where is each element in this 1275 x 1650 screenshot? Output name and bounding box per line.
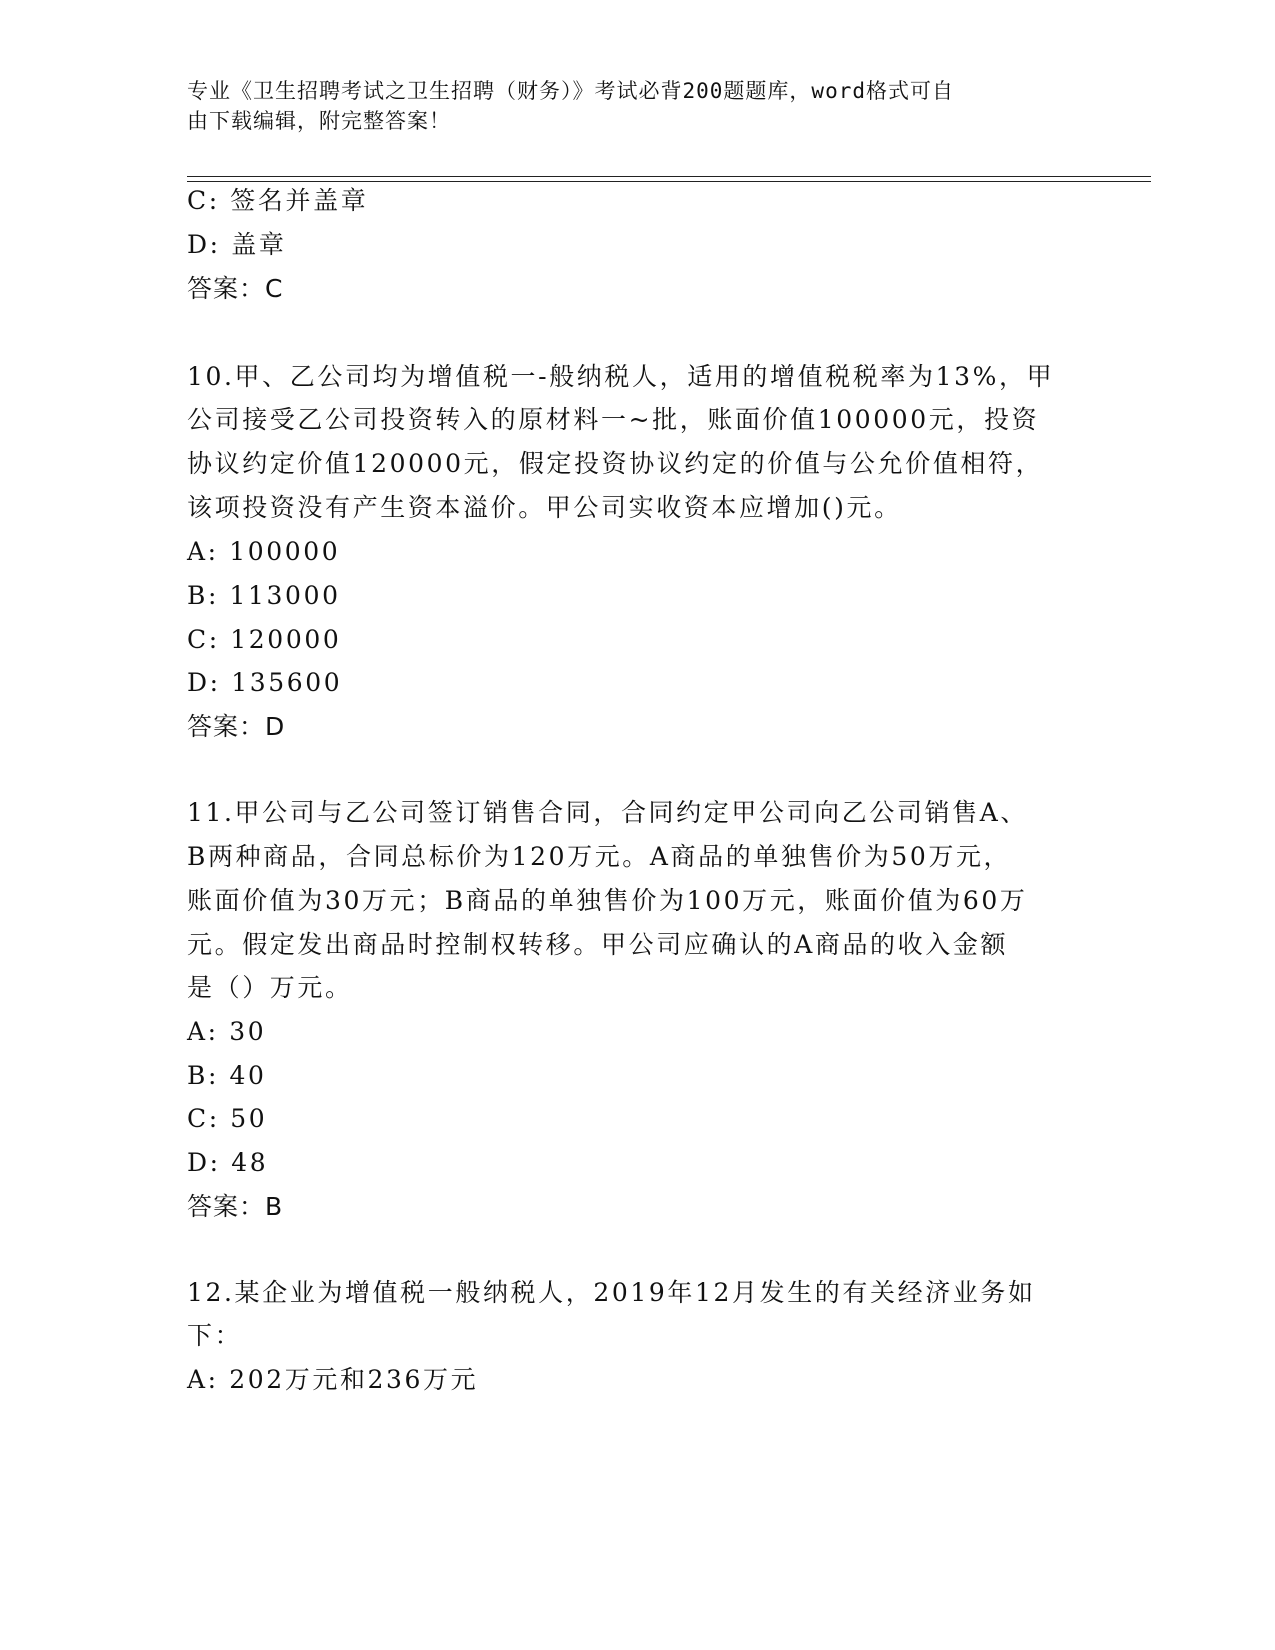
q10-stem-line-2: 公司接受乙公司投资转入的原材料一~批，账面价值100000元，投资 — [187, 405, 1040, 434]
q12-stem-line-1: 12.某企业为增值税一般纳税人，2019年12月发生的有关经济业务如 — [187, 1278, 1036, 1307]
q11-option-a: A: 30 — [187, 1017, 267, 1046]
q10-stem-line-1: 10.甲、乙公司均为增值税一-般纳税人，适用的增值税税率为13%，甲 — [187, 362, 1055, 391]
q11-stem-line-1: 11.甲公司与乙公司签订销售合同，合同约定甲公司向乙公司销售A、 — [187, 798, 1029, 827]
q11-stem-line-4: 元。假定发出商品时控制权转移。甲公司应确认的A商品的收入金额 — [187, 930, 1009, 959]
q9-option-d: D: 盖章 — [187, 230, 287, 259]
header-divider-bottom — [187, 181, 1151, 182]
q12-option-a: A: 202万元和236万元 — [187, 1365, 479, 1394]
q10-stem-line-4: 该项投资没有产生资本溢价。甲公司实收资本应增加()元。 — [187, 493, 902, 522]
q10-option-b: B: 113000 — [187, 581, 341, 610]
q11-option-b: B: 40 — [187, 1061, 267, 1090]
header-line-1: 专业《卫生招聘考试之卫生招聘（财务）》考试必背200题题库，word格式可自 — [187, 79, 954, 103]
header-line-2: 由下载编辑，附完整答案！ — [187, 109, 451, 133]
q10-option-d: D: 135600 — [187, 668, 343, 697]
q9-option-c: C: 签名并盖章 — [187, 186, 369, 215]
q11-option-d: D: 48 — [187, 1148, 269, 1177]
document-header — [187, 76, 1077, 136]
q12-stem-line-2: 下： — [187, 1321, 243, 1350]
q11-stem-line-2: B两种商品，合同总标价为120万元。A商品的单独售价为50万元， — [187, 842, 1012, 871]
q10-option-a: A: 100000 — [187, 537, 341, 566]
q10-answer: 答案：D — [187, 712, 286, 741]
q11-stem-line-5: 是（）万元。 — [187, 973, 353, 1002]
q11-option-c: C: 50 — [187, 1104, 268, 1133]
q10-stem-line-3: 协议约定价值120000元，假定投资协议约定的价值与公允价值相符， — [187, 449, 1044, 478]
q11-stem-line-3: 账面价值为30万元；B商品的单独售价为100万元，账面价值为60万 — [187, 886, 1028, 915]
q10-option-c: C: 120000 — [187, 625, 342, 654]
q11-answer: 答案：B — [187, 1192, 284, 1221]
header-divider-top — [187, 176, 1151, 177]
q9-answer: 答案：C — [187, 274, 284, 303]
